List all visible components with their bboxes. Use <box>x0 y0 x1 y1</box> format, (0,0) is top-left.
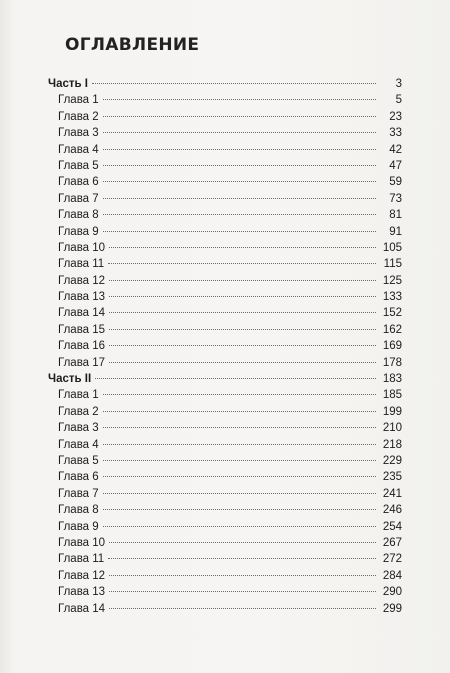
toc-chapter-entry <box>48 125 402 141</box>
toc-entry-label: Глава 16 <box>58 340 106 353</box>
toc-chapter-entry <box>48 519 402 535</box>
dot-leader <box>103 427 376 428</box>
toc-entry-page-number: 23 <box>389 110 402 123</box>
toc-chapter-entry <box>48 174 402 190</box>
dot-leader <box>103 231 376 232</box>
toc-entry-page-number: 133 <box>382 291 402 304</box>
toc-entry-label: Глава 6 <box>58 176 99 189</box>
toc-entry-page-number: 284 <box>382 569 402 582</box>
toc-chapter-entry <box>48 207 402 223</box>
toc-chapter-entry <box>48 158 402 174</box>
toc-entry-page-number: 33 <box>389 127 402 140</box>
toc-entry-page-number: 105 <box>382 241 402 254</box>
toc-entry-page-number: 3 <box>395 78 402 90</box>
toc-part-entry <box>48 371 402 387</box>
toc-chapter-entry <box>48 568 402 584</box>
dot-leader <box>109 312 376 313</box>
toc-chapter-entry <box>48 92 402 108</box>
toc-entry-label: Глава 4 <box>58 438 99 451</box>
toc-entry-label: Часть II <box>48 373 92 386</box>
toc-chapter-entry <box>48 420 402 436</box>
toc-chapter-entry <box>48 142 402 158</box>
dot-leader <box>103 149 376 150</box>
toc-entry-page-number: 241 <box>382 487 402 500</box>
toc-entry-page-number: 47 <box>389 159 402 172</box>
toc-entry-label: Глава 15 <box>58 323 106 336</box>
page-title: ОГЛАВЛЕНИЕ <box>65 35 200 55</box>
dot-leader <box>109 247 376 248</box>
toc-entry-page-number: 272 <box>382 553 402 566</box>
dot-leader <box>103 214 376 215</box>
dot-leader <box>103 198 376 199</box>
dot-leader <box>103 99 376 100</box>
toc-entry-label: Глава 10 <box>58 241 106 254</box>
toc-entry-page-number: 267 <box>382 536 402 549</box>
dot-leader <box>103 411 376 412</box>
toc-entry-page-number: 115 <box>383 258 402 271</box>
toc-entry-label: Глава 2 <box>58 110 99 123</box>
toc-entry-label: Глава 1 <box>58 389 99 402</box>
toc-entry-page-number: 254 <box>382 520 402 533</box>
toc-chapter-entry <box>48 486 402 502</box>
toc-entry-label: Глава 2 <box>58 405 99 418</box>
toc-entry-page-number: 81 <box>389 209 402 222</box>
dot-leader <box>103 526 376 527</box>
toc-chapter-entry <box>48 256 402 272</box>
toc-chapter-entry <box>48 289 402 305</box>
toc-entry-page-number: 218 <box>382 438 402 451</box>
toc-entry-label: Глава 13 <box>58 291 106 304</box>
toc-chapter-entry <box>48 502 402 518</box>
toc-entry-page-number: 125 <box>382 274 402 287</box>
toc-entry-page-number: 235 <box>382 471 402 484</box>
toc-entry-page-number: 59 <box>389 176 402 189</box>
toc-entry-label: Глава 11 <box>58 258 105 271</box>
dot-leader <box>103 394 376 395</box>
toc-entry-label: Глава 5 <box>58 454 99 467</box>
toc-entry-label: Глава 3 <box>58 422 99 435</box>
toc-chapter-entry <box>48 551 402 567</box>
toc-chapter-entry <box>48 240 402 256</box>
toc-entry-page-number: 42 <box>389 143 402 156</box>
toc-entry-page-number: 169 <box>382 340 402 353</box>
dot-leader <box>109 280 376 281</box>
toc-entry-page-number: 185 <box>382 389 402 402</box>
toc-entry-label: Глава 9 <box>58 225 99 238</box>
toc-chapter-entry <box>48 404 402 420</box>
dot-leader <box>109 329 376 330</box>
toc-entry-label: Глава 12 <box>58 569 106 582</box>
dot-leader <box>108 558 376 559</box>
dot-leader <box>108 263 376 264</box>
toc-chapter-entry <box>48 601 402 617</box>
toc-entry-label: Глава 12 <box>58 274 106 287</box>
toc-entry-label: Глава 14 <box>58 602 106 615</box>
toc-entry-label: Глава 13 <box>58 586 106 599</box>
toc-entry-page-number: 290 <box>382 586 402 599</box>
toc-entry-page-number: 73 <box>389 192 402 205</box>
toc-chapter-entry <box>48 109 402 125</box>
toc-entry-label: Глава 8 <box>58 504 99 517</box>
toc-entry-page-number: 91 <box>389 225 402 238</box>
toc-entry-label: Глава 9 <box>58 520 99 533</box>
toc-entry-label: Глава 4 <box>58 143 99 156</box>
toc-entry-label: Глава 3 <box>58 127 99 140</box>
toc-entry-page-number: 183 <box>382 373 402 386</box>
toc-entry-label: Глава 1 <box>58 94 99 107</box>
toc-chapter-entry <box>48 584 402 600</box>
toc-part-entry <box>48 76 402 92</box>
dot-leader <box>92 83 376 84</box>
toc-entry-page-number: 246 <box>382 504 402 517</box>
toc-entry-label: Глава 5 <box>58 159 99 172</box>
dot-leader <box>103 116 376 117</box>
toc-entry-label: Глава 17 <box>58 356 106 369</box>
toc-chapter-entry <box>48 273 402 289</box>
dot-leader <box>103 165 376 166</box>
dot-leader <box>103 181 376 182</box>
toc-chapter-entry <box>48 322 402 338</box>
dot-leader <box>103 493 376 494</box>
toc-chapter-entry <box>48 453 402 469</box>
dot-leader <box>103 509 376 510</box>
dot-leader <box>103 476 376 477</box>
toc-entry-page-number: 210 <box>382 422 402 435</box>
toc-entry-label: Глава 10 <box>58 536 106 549</box>
toc-chapter-entry <box>48 305 402 321</box>
dot-leader <box>109 608 376 609</box>
dot-leader <box>95 378 376 379</box>
toc-entry-page-number: 162 <box>382 323 402 336</box>
toc-entry-page-number: 152 <box>382 307 402 320</box>
dot-leader <box>109 575 376 576</box>
dot-leader <box>103 132 376 133</box>
toc-entry-page-number: 229 <box>382 454 402 467</box>
dot-leader <box>103 460 376 461</box>
dot-leader <box>109 296 376 297</box>
toc-entry-label: Глава 14 <box>58 307 106 320</box>
dot-leader <box>109 591 376 592</box>
toc-entry-page-number: 299 <box>382 602 402 615</box>
toc-chapter-entry <box>48 191 402 207</box>
dot-leader <box>103 444 376 445</box>
toc-chapter-entry <box>48 387 402 403</box>
dot-leader <box>109 542 376 543</box>
toc-entry-label: Глава 7 <box>58 487 99 500</box>
dot-leader <box>109 345 376 346</box>
toc-entry-label: Глава 6 <box>58 471 99 484</box>
dot-leader <box>109 362 376 363</box>
toc-chapter-entry <box>48 535 402 551</box>
table-of-contents <box>48 76 402 617</box>
toc-chapter-entry <box>48 437 402 453</box>
toc-entry-label: Глава 11 <box>58 553 105 566</box>
toc-entry-label: Часть I <box>48 78 88 90</box>
toc-chapter-entry <box>48 338 402 354</box>
toc-chapter-entry <box>48 469 402 485</box>
toc-chapter-entry <box>48 355 402 371</box>
toc-entry-page-number: 178 <box>382 356 402 369</box>
toc-entry-label: Глава 8 <box>58 209 99 222</box>
toc-entry-page-number: 5 <box>395 94 402 107</box>
toc-entry-label: Глава 7 <box>58 192 99 205</box>
toc-chapter-entry <box>48 224 402 240</box>
toc-entry-page-number: 199 <box>382 405 402 418</box>
